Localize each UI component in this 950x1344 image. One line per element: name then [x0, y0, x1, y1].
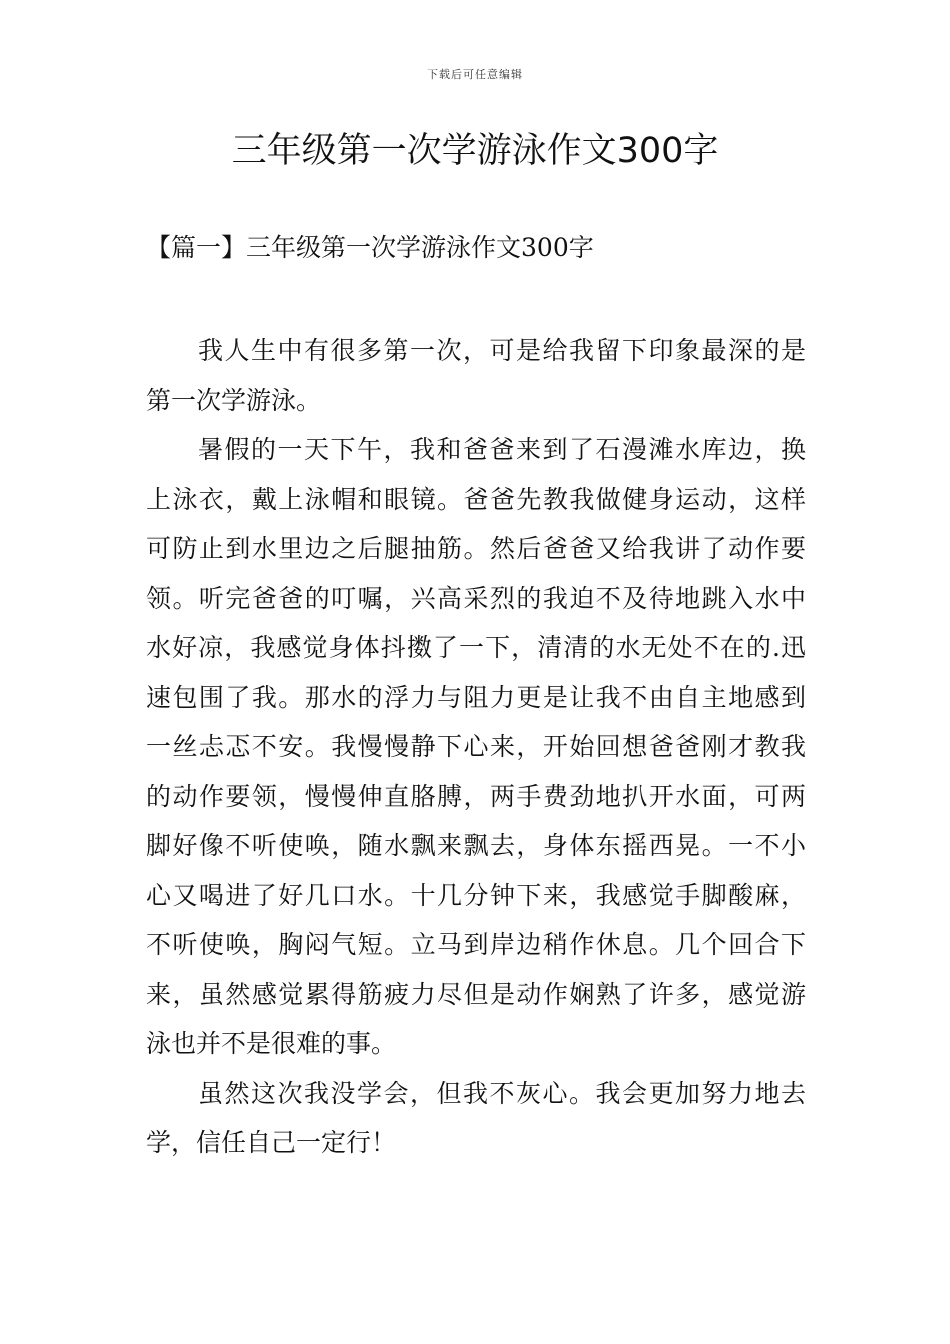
- paragraph-2-line-8: 的动作要领，慢慢伸直胳膊，两手费劲地扒开水面，可两: [146, 781, 806, 811]
- paragraph-2-line-2: 上泳衣，戴上泳帽和眼镜。爸爸先教我做健身运动，这样: [146, 484, 806, 514]
- paragraph-2-line-12: 来，虽然感觉累得筋疲力尽但是动作娴熟了许多，感觉游: [146, 979, 806, 1009]
- paragraph-2-line-3: 可防止到水里边之后腿抽筋。然后爸爸又给我讲了动作要: [146, 534, 806, 563]
- paragraph-2-line-9: 脚好像不听使唤，随水飘来飘去，身体东摇西晃。一不小: [146, 831, 806, 860]
- paragraph-1-line-1: 我人生中有很多第一次，可是给我留下印象最深的是: [198, 336, 806, 365]
- paragraph-3-line-1: 虽然这次我没学会，但我不灰心。我会更加努力地去: [198, 1078, 806, 1108]
- header-note: 下载后可任意编辑: [427, 68, 523, 81]
- paragraph-2-line-5: 水好凉，我感觉身体抖擞了一下，清清的水无处不在的.迅: [146, 633, 806, 662]
- document-title: 三年级第一次学游泳作文300字: [231, 131, 719, 171]
- paragraph-2-line-6: 速包围了我。那水的浮力与阻力更是让我不由自主地感到: [146, 682, 806, 712]
- section-heading: 【篇一】三年级第一次学游泳作文300字: [146, 233, 594, 262]
- paragraph-2-line-1: 暑假的一天下午，我和爸爸来到了石漫滩水库边，换: [198, 435, 806, 464]
- paragraph-2-line-13: 泳也并不是很难的事。: [146, 1029, 397, 1058]
- essay-body: [146, 326, 806, 1168]
- paragraph-2-line-10: 心又喝进了好几口水。十几分钟下来，我感觉手脚酸麻，: [146, 880, 806, 910]
- paragraph-3-line-2: 学，信任自己一定行！: [146, 1128, 397, 1157]
- paragraph-2-line-7: 一丝忐忑不安。我慢慢静下心来，开始回想爸爸刚才教我: [146, 732, 806, 761]
- paragraph-2-line-4: 领。听完爸爸的叮嘱，兴高采烈的我迫不及待地跳入水中: [146, 583, 806, 613]
- paragraph-2-line-11: 不听使唤，胸闷气短。立马到岸边稍作休息。几个回合下: [146, 930, 806, 959]
- paragraph-1-line-2: 第一次学游泳。: [146, 385, 322, 415]
